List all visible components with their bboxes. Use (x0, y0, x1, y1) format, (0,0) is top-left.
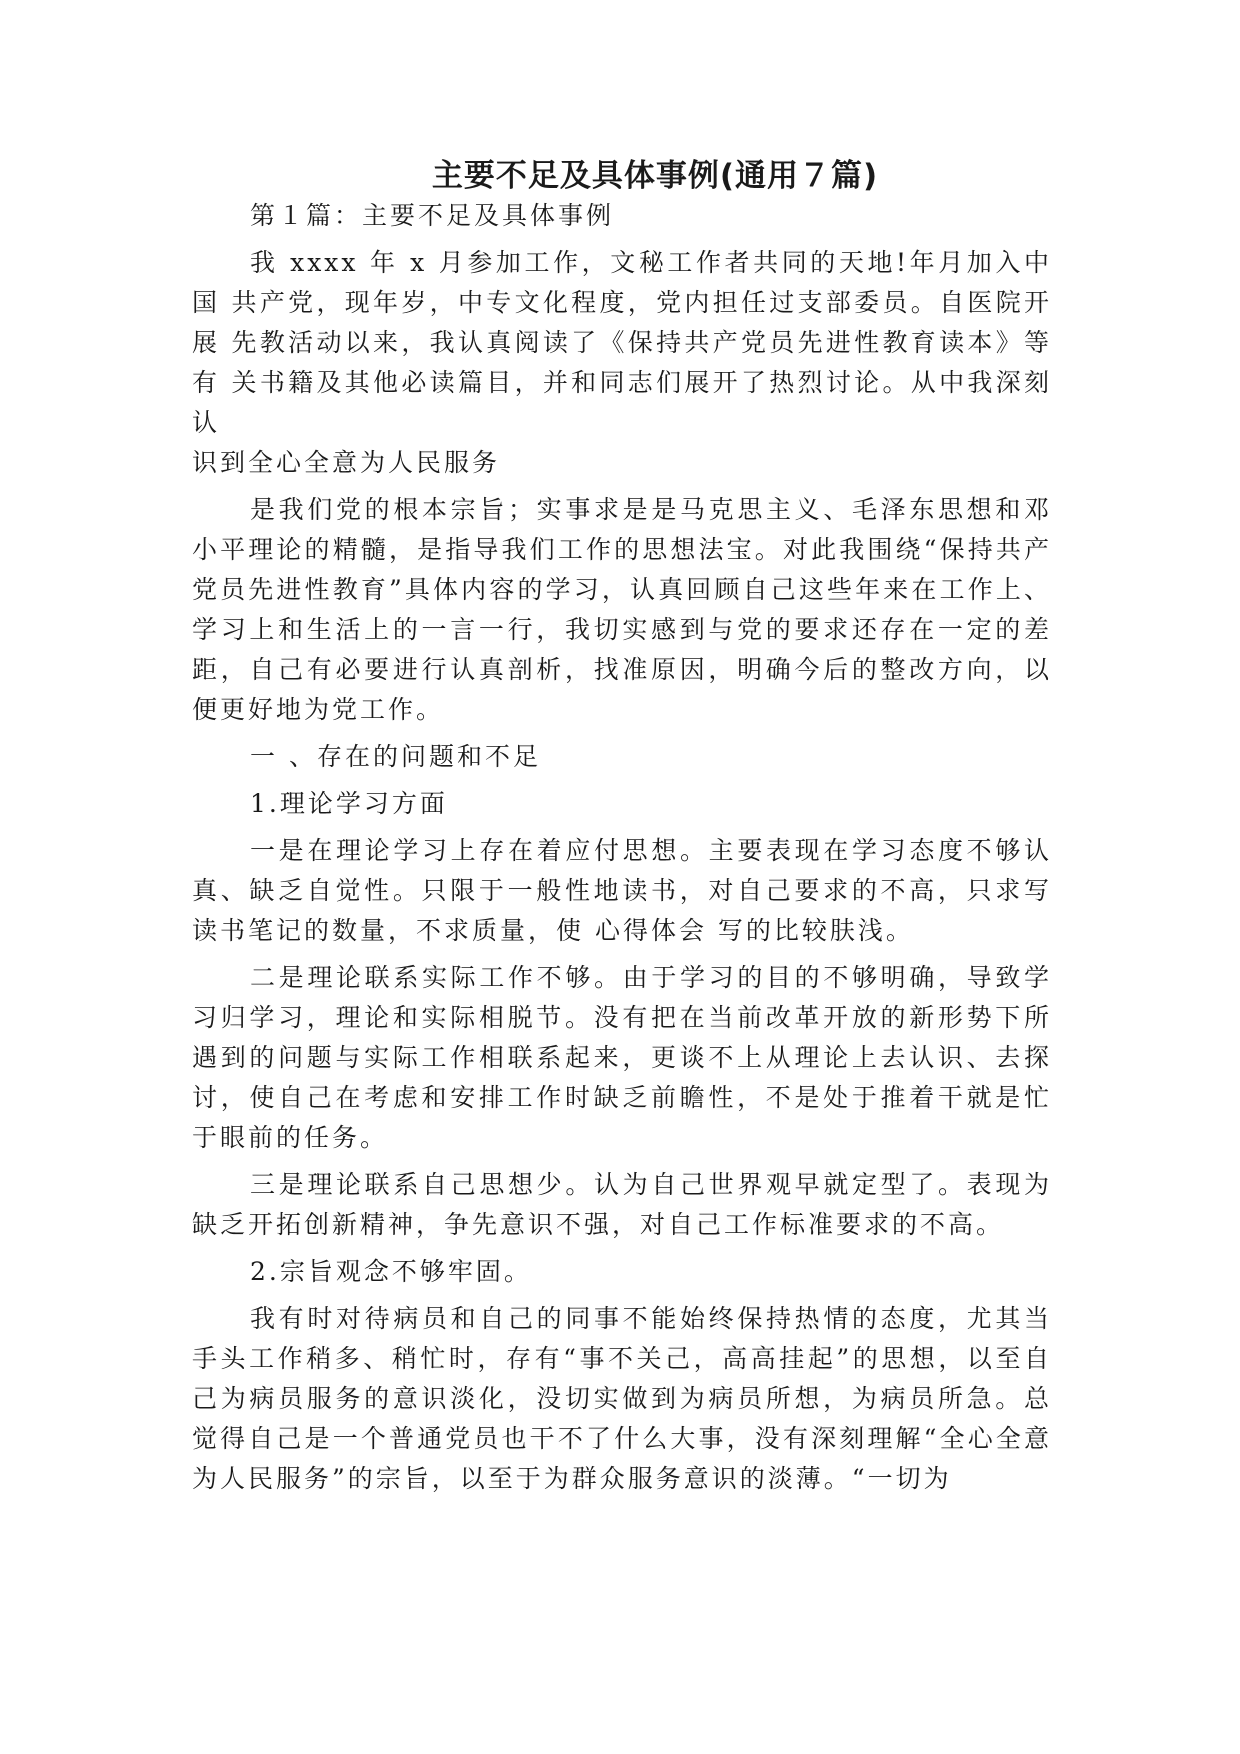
document-title: 主要不足及具体事例(通用７篇) (431, 158, 879, 194)
section-heading: 第１篇：主要不足及具体事例 (250, 201, 615, 230)
subsection-heading: 2.宗旨观念不够牢固。 (250, 1257, 532, 1286)
paragraph: 是我们党的根本宗旨；实事求是是马克思主义、毛泽东思想和邓小平理论的精髓，是指导我们工作的思想法宝。对此我围绕“保持共产党员先进性教育”具体内容的学习，认真回顾自己这些年来在工作上、学习上和生活上的一言一行，我切实感到与党的要求还存在一定的差距，自己有必要进行认真剖析，找准原因，明确今后的整改方向，以便更好地为党工作。 (192, 495, 1052, 724)
paragraph: 我 xxxx 年 x 月参加工作，文秘工作者共同的天地!年月加入中国 共产党，现年岁，中专文化程度，党内担任过支部委员。自医院开展 先教活动以来，我认真阅读了《保持共产党员先进性教育读本》等有 关书籍及其他必读篇目，并和同志们展开了热烈讨论。从中我深刻认 (192, 248, 1052, 437)
paragraph: 我有时对待病员和自己的同事不能始终保持热情的态度，尤其当手头工作稍多、稍忙时，存有“事不关己，高高挂起”的思想，以至自己为病员服务的意识淡化，没切实做到为病员所想，为病员所急。总觉得自己是一个普通党员也干不了什么大事，没有深刻理解“全心全意为人民服务”的宗旨，以至于为群众服务意识的淡薄。“一切为 (192, 1304, 1052, 1493)
paragraph: 三是理论联系自己思想少。认为自己世界观早就定型了。表现为缺乏开拓创新精神，争先意识不强，对自己工作标准要求的不高。 (192, 1170, 1052, 1239)
paragraph: 二是理论联系实际工作不够。由于学习的目的不够明确，导致学习归学习，理论和实际相脱节。没有把在当前改革开放的新形势下所遇到的问题与实际工作相联系起来，更谈不上从理论上去认识、去探讨，使自己在考虑和安排工作时缺乏前瞻性，不是处于推着干就是忙于眼前的任务。 (192, 963, 1052, 1152)
paragraph-fragment: 识到全心全意为人民服务 (192, 448, 501, 477)
subsection-heading: 一 、存在的问题和不足 (250, 742, 541, 771)
subsection-heading: 1.理论学习方面 (250, 789, 448, 818)
document-body (192, 196, 1052, 1506)
paragraph: 一是在理论学习上存在着应付思想。主要表现在学习态度不够认真、缺乏自觉性。只限于一般性地读书，对自己要求的不高，只求写读书笔记的数量，不求质量，使 心得体会 写的比较肤浅。 (192, 836, 1052, 945)
